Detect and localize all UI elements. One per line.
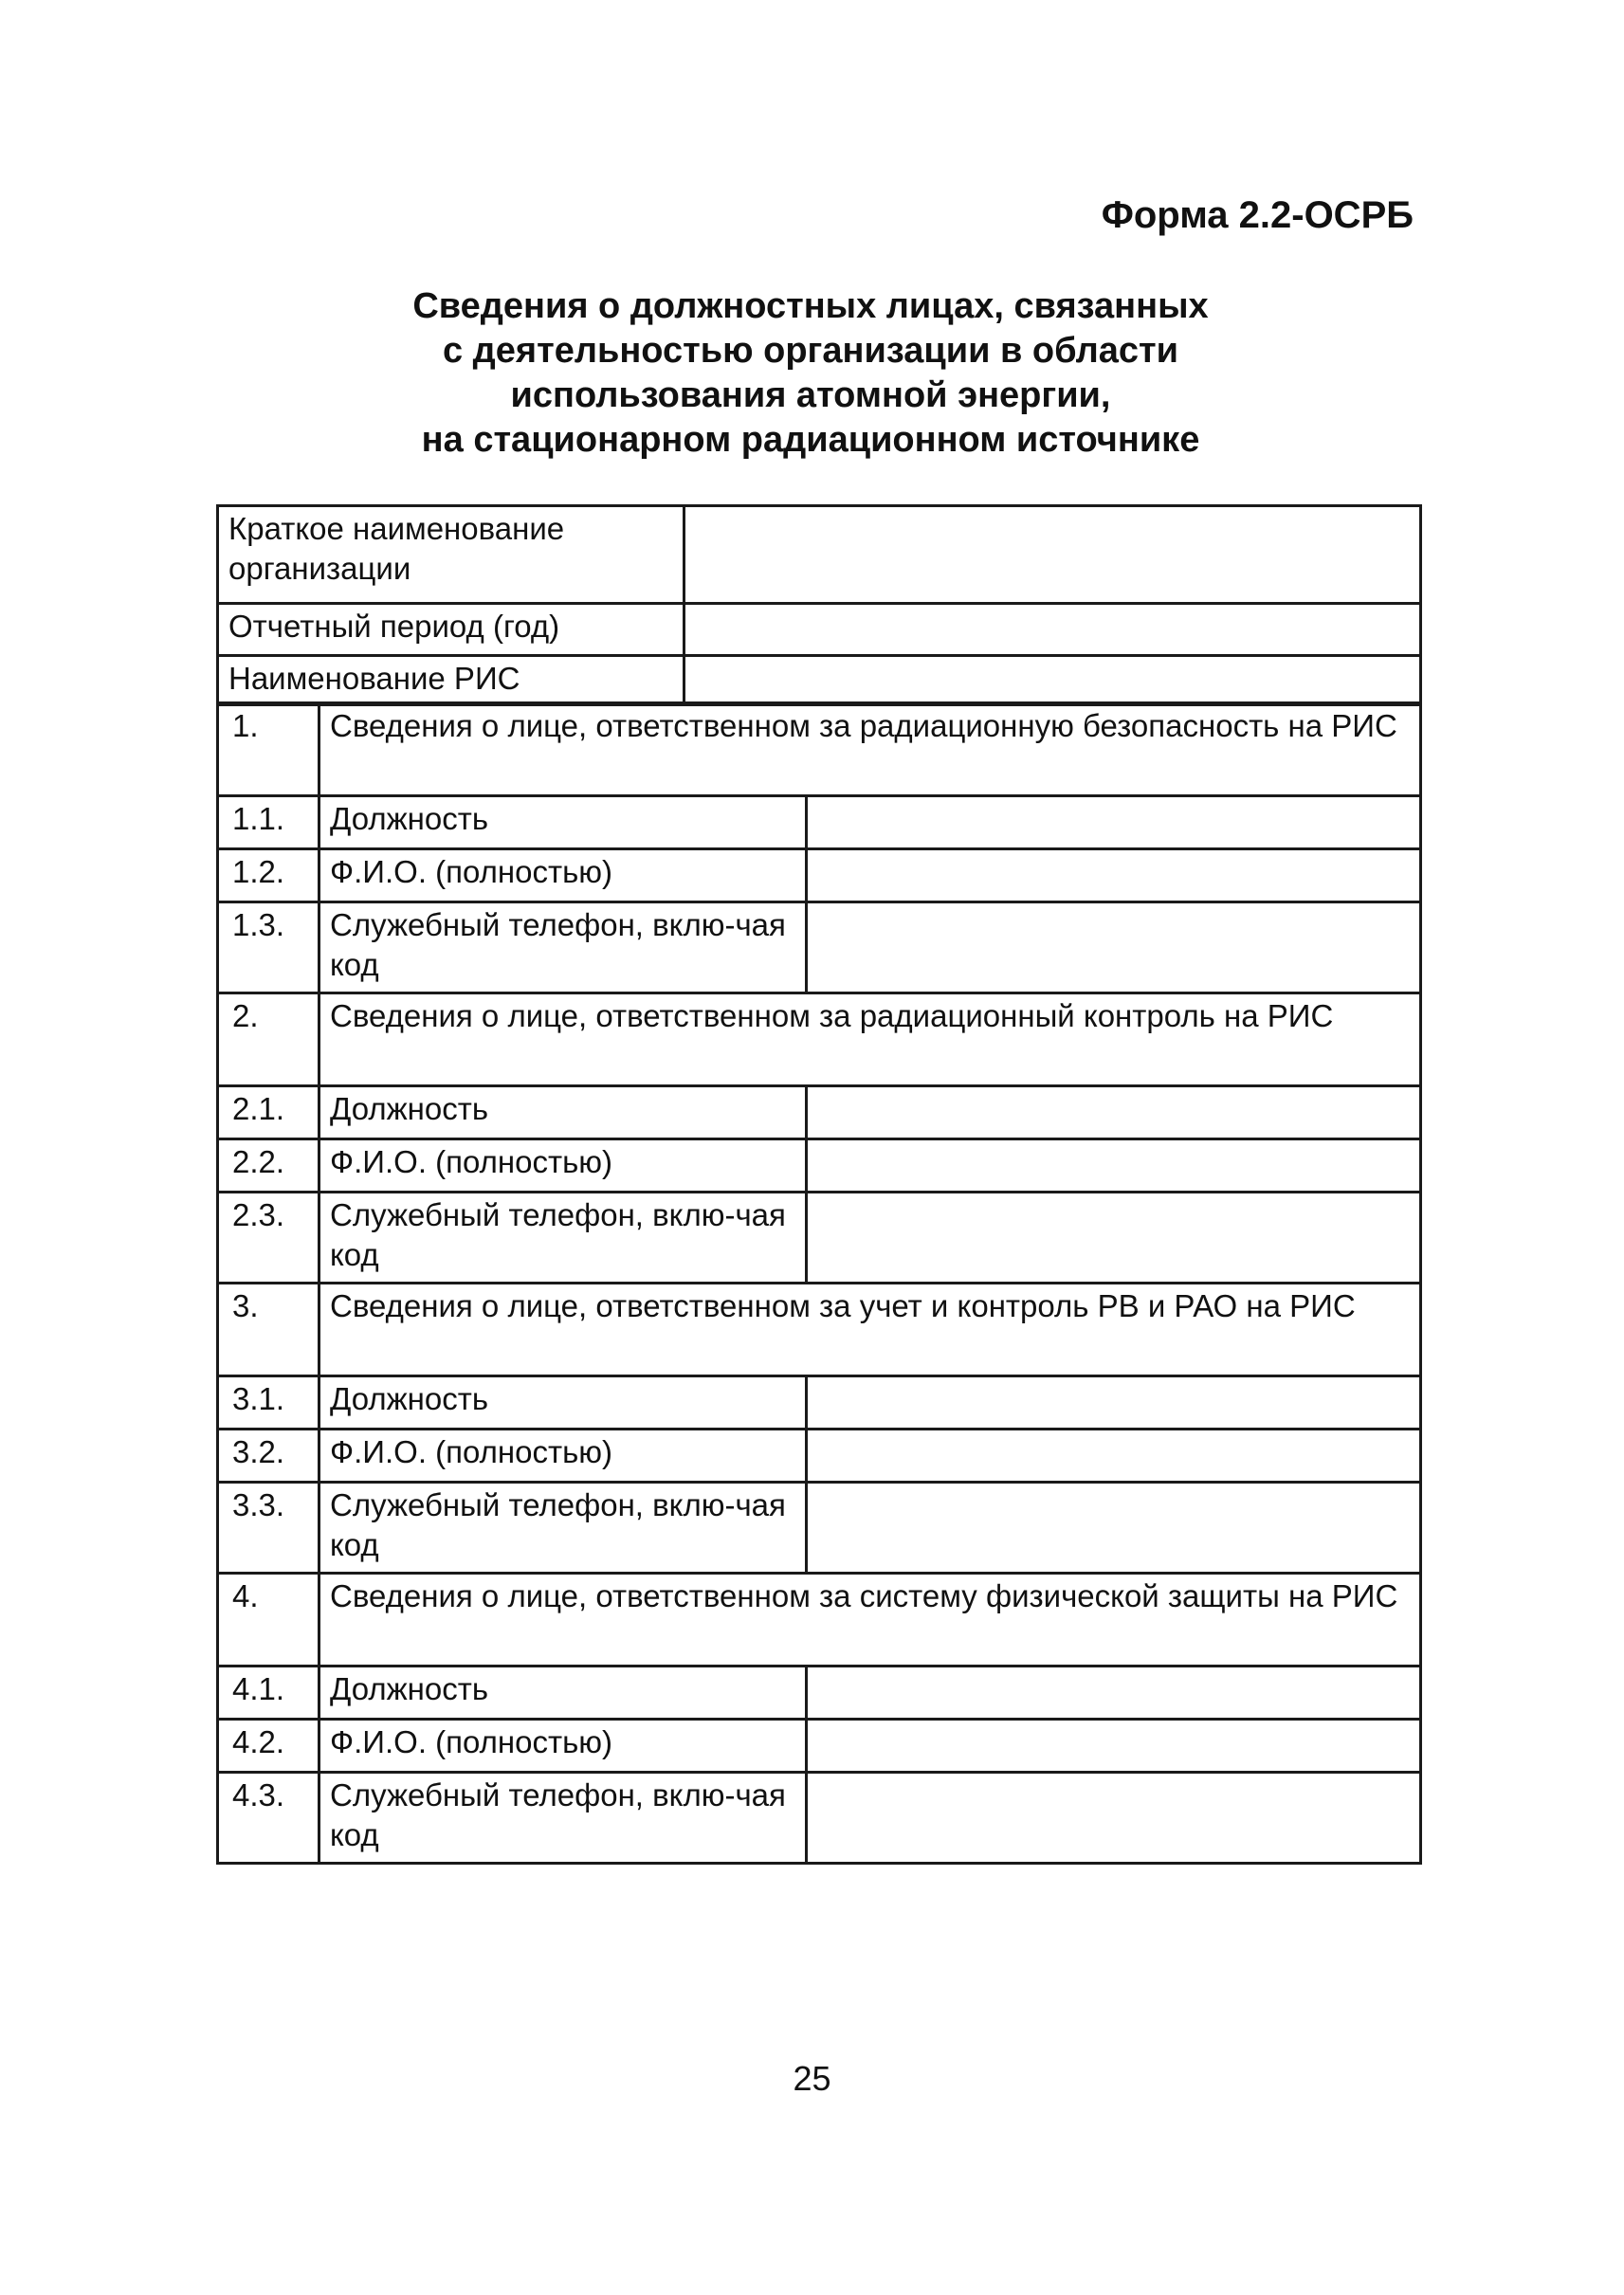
section-header-row <box>218 1574 1421 1667</box>
row-number: 4.1. <box>218 1667 319 1720</box>
table-row <box>218 1086 1421 1139</box>
title-line: использования атомной энергии, <box>510 375 1111 415</box>
responsible-persons-table <box>216 701 1422 1865</box>
section-title: Сведения о лице, ответственном за радиационный контроль на РИС <box>319 993 1421 1086</box>
document-title <box>313 284 1308 463</box>
table-row <box>218 1720 1421 1773</box>
row-number: 2.2. <box>218 1139 319 1193</box>
section-title: Сведения о лице, ответственном за систему физической защиты на РИС <box>319 1574 1421 1667</box>
section-title: Сведения о лице, ответственном за радиационную безопасность на РИС <box>319 703 1421 796</box>
row-number: 4.3. <box>218 1773 319 1864</box>
page-number: 25 <box>793 2059 831 2098</box>
section-number: 3. <box>218 1284 319 1376</box>
position-label: Должность <box>319 1376 807 1430</box>
table-row <box>218 656 1421 705</box>
phone-label: Служебный телефон, вклю-чая код <box>319 1483 807 1574</box>
table-row <box>218 1376 1421 1430</box>
position-field[interactable] <box>807 796 1421 849</box>
section-title: Сведения о лице, ответственном за учет и контроль РВ и РАО на РИС <box>319 1284 1421 1376</box>
section-number: 4. <box>218 1574 319 1667</box>
table-row <box>218 604 1421 656</box>
position-label: Должность <box>319 1086 807 1139</box>
section-number: 1. <box>218 703 319 796</box>
phone-field[interactable] <box>807 902 1421 993</box>
section-header-row <box>218 703 1421 796</box>
phone-label: Служебный телефон, вклю-чая код <box>319 1193 807 1284</box>
position-label: Должность <box>319 796 807 849</box>
full-name-field[interactable] <box>807 1139 1421 1193</box>
row-number: 1.2. <box>218 849 319 902</box>
full-name-field[interactable] <box>807 1430 1421 1483</box>
section-header-row <box>218 993 1421 1086</box>
row-number: 3.2. <box>218 1430 319 1483</box>
phone-label: Служебный телефон, вклю-чая код <box>319 902 807 993</box>
report-period-field[interactable] <box>684 604 1421 656</box>
ris-name-label: Наименование РИС <box>218 656 684 705</box>
table-row <box>218 506 1421 604</box>
full-name-field[interactable] <box>807 849 1421 902</box>
table-row <box>218 902 1421 993</box>
table-row <box>218 1430 1421 1483</box>
ris-name-field[interactable] <box>684 656 1421 705</box>
row-number: 1.1. <box>218 796 319 849</box>
table-row <box>218 849 1421 902</box>
title-line: с деятельностью организации в области <box>442 331 1179 371</box>
table-row <box>218 1193 1421 1284</box>
org-name-label: Краткое наименование организации <box>218 506 684 604</box>
phone-field[interactable] <box>807 1193 1421 1284</box>
title-line: Сведения о должностных лицах, связанных <box>412 286 1209 326</box>
title-line: на стационарном радиационном источнике <box>421 420 1200 460</box>
row-number: 3.1. <box>218 1376 319 1430</box>
row-number: 2.1. <box>218 1086 319 1139</box>
phone-field[interactable] <box>807 1773 1421 1864</box>
position-label: Должность <box>319 1667 807 1720</box>
table-row <box>218 796 1421 849</box>
table-row <box>218 1773 1421 1864</box>
row-number: 1.3. <box>218 902 319 993</box>
report-period-label: Отчетный период (год) <box>218 604 684 656</box>
position-field[interactable] <box>807 1376 1421 1430</box>
organization-info-table <box>216 504 1422 706</box>
section-header-row <box>218 1284 1421 1376</box>
org-name-field[interactable] <box>684 506 1421 604</box>
form-code: Форма 2.2-ОСРБ <box>1101 194 1414 236</box>
position-field[interactable] <box>807 1667 1421 1720</box>
row-number: 3.3. <box>218 1483 319 1574</box>
phone-field[interactable] <box>807 1483 1421 1574</box>
section-number: 2. <box>218 993 319 1086</box>
position-field[interactable] <box>807 1086 1421 1139</box>
full-name-label: Ф.И.О. (полностью) <box>319 1430 807 1483</box>
table-row <box>218 1667 1421 1720</box>
row-number: 4.2. <box>218 1720 319 1773</box>
table-row <box>218 1139 1421 1193</box>
table-row <box>218 1483 1421 1574</box>
full-name-label: Ф.И.О. (полностью) <box>319 849 807 902</box>
row-number: 2.3. <box>218 1193 319 1284</box>
full-name-label: Ф.И.О. (полностью) <box>319 1720 807 1773</box>
full-name-label: Ф.И.О. (полностью) <box>319 1139 807 1193</box>
phone-label: Служебный телефон, вклю-чая код <box>319 1773 807 1864</box>
full-name-field[interactable] <box>807 1720 1421 1773</box>
